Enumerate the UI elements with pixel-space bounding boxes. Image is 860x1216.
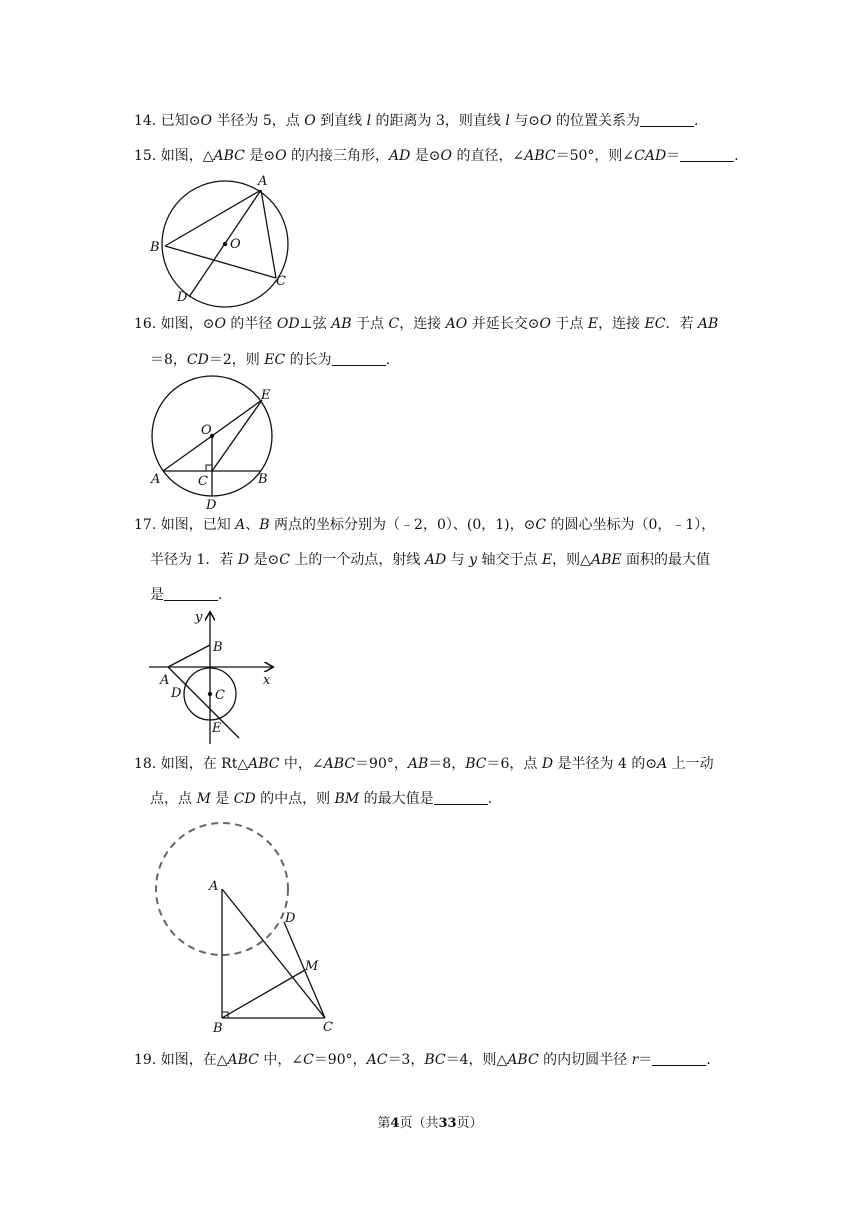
- text: 的圆心坐标为（0，﹣1），: [546, 517, 716, 533]
- var: O: [275, 148, 287, 164]
- question-17-line-3: [150, 585, 222, 605]
- text: ＝8，: [428, 756, 466, 772]
- label-d: D: [171, 686, 182, 701]
- var: y: [469, 552, 478, 568]
- text: 是⊙: [410, 148, 441, 164]
- var: D: [541, 756, 554, 772]
- label-x: x: [263, 673, 271, 688]
- var: O: [200, 113, 212, 129]
- question-number: 18.: [134, 756, 157, 772]
- var: BM: [334, 791, 360, 807]
- label-b: B: [213, 640, 223, 655]
- text: 与⊙: [509, 113, 541, 129]
- var: C: [388, 316, 400, 332]
- var: CD: [186, 352, 209, 368]
- var: AO: [445, 316, 468, 332]
- label-a: A: [160, 673, 170, 688]
- question-16-line-2: [150, 350, 390, 370]
- var: M: [196, 791, 211, 807]
- text: ⊥弦: [299, 316, 332, 332]
- text: 到直线: [315, 113, 367, 129]
- var: O: [540, 113, 552, 129]
- footer-text: 页（共: [399, 1116, 439, 1131]
- question-18-line-1: [134, 754, 714, 774]
- var: AD: [389, 148, 411, 164]
- var: ABC: [248, 756, 280, 772]
- var: AB: [407, 756, 429, 772]
- label-e: E: [212, 721, 222, 736]
- text: 的位置关系为: [551, 113, 640, 129]
- question-17-line-2: [150, 550, 710, 570]
- footer-text: 第: [377, 1116, 391, 1131]
- label-o: O: [201, 423, 212, 438]
- text: 是半径为 4 的⊙: [553, 756, 658, 772]
- label-m: M: [305, 959, 319, 974]
- label-c: C: [198, 474, 208, 489]
- question-number: 17.: [134, 517, 157, 533]
- label-c: C: [323, 1020, 333, 1035]
- label-a: A: [209, 879, 219, 894]
- text: 与: [446, 552, 470, 568]
- answer-blank[interactable]: [164, 586, 218, 601]
- var: A: [657, 756, 668, 772]
- center-dot: [223, 242, 227, 246]
- text: 半径为 1．若: [150, 552, 238, 568]
- question-14: [134, 111, 698, 131]
- answer-blank[interactable]: [434, 790, 488, 805]
- text: .: [218, 587, 223, 603]
- var: ABC: [213, 148, 245, 164]
- var: ABC: [524, 148, 556, 164]
- var: E: [541, 552, 553, 568]
- text: ＝8，: [150, 352, 187, 368]
- text: 、: [245, 517, 260, 533]
- text: 是: [210, 791, 234, 807]
- question-number: 19.: [134, 1052, 157, 1068]
- var: BC: [465, 756, 487, 772]
- text: 如图，已知: [160, 517, 236, 533]
- text: 的内接三角形，: [286, 148, 389, 164]
- question-17-line-1: [134, 515, 715, 535]
- text: 是⊙: [244, 148, 276, 164]
- ray-ad: [168, 667, 239, 738]
- text: 于点: [351, 316, 389, 332]
- text: .: [385, 352, 391, 368]
- label-d: D: [206, 498, 217, 513]
- var: C: [535, 517, 547, 533]
- page-number: 4: [390, 1116, 400, 1131]
- var: ABC: [227, 1052, 259, 1068]
- label-d: D: [177, 290, 188, 305]
- var: ABE: [590, 552, 622, 568]
- var: AB: [697, 316, 719, 332]
- text: ＝3，: [387, 1052, 425, 1068]
- text: 中，∠: [279, 756, 324, 772]
- text: 的直径，∠: [452, 148, 525, 164]
- figure-17: [145, 608, 280, 748]
- label-b: B: [258, 472, 268, 487]
- footer-text: 页）: [456, 1116, 483, 1131]
- var: O: [214, 316, 226, 332]
- text: 两点的坐标分别为（﹣2，0）、(0，1)，⊙: [269, 517, 536, 533]
- page-footer: [0, 1112, 860, 1131]
- var: BC: [424, 1052, 446, 1068]
- label-e: E: [261, 388, 271, 403]
- text: 中，∠: [258, 1052, 304, 1068]
- text: ＝4，则△: [445, 1052, 508, 1068]
- var: EC: [264, 352, 286, 368]
- var: EC: [644, 316, 666, 332]
- var: ABC: [323, 756, 356, 772]
- label-y: y: [195, 610, 203, 625]
- text: 于点: [550, 316, 588, 332]
- var: O: [304, 113, 316, 129]
- text: .: [734, 148, 739, 164]
- question-16-line-1: [134, 314, 718, 334]
- var: r: [631, 1052, 639, 1068]
- answer-blank[interactable]: [640, 112, 694, 127]
- var: O: [539, 316, 551, 332]
- text: 半径为 5，点: [211, 113, 305, 129]
- question-number: 16.: [134, 316, 157, 332]
- label-b: B: [150, 240, 160, 255]
- var: C: [279, 552, 290, 568]
- label-c: C: [276, 274, 286, 289]
- text: ＝6，点: [486, 756, 542, 772]
- label-a: A: [151, 472, 161, 487]
- figure-15: [140, 168, 310, 308]
- page-total: 33: [438, 1116, 457, 1131]
- text: ＝: [666, 148, 681, 164]
- figure-16: [140, 382, 290, 512]
- figure-18: [145, 815, 345, 1035]
- question-number: 15.: [134, 148, 157, 164]
- text: 的距离为 3，则直线: [371, 113, 506, 129]
- text: 如图，⊙: [160, 316, 215, 332]
- text: ，则△: [552, 552, 591, 568]
- line-ec: [212, 400, 262, 471]
- var: l: [366, 113, 372, 129]
- text: 是: [150, 587, 164, 603]
- text: 轴交于点: [477, 552, 542, 568]
- text: 如图，在 Rt△: [160, 756, 249, 772]
- label-o: O: [230, 237, 241, 252]
- text: 的最大值是: [359, 791, 434, 807]
- text: 如图，在△: [160, 1052, 228, 1068]
- text: ＝2，则: [208, 352, 265, 368]
- text: ，连接: [598, 316, 645, 332]
- var: B: [259, 517, 270, 533]
- var: O: [440, 148, 453, 164]
- segment-ab: [168, 645, 210, 667]
- var: ABC: [507, 1052, 539, 1068]
- var: AC: [366, 1052, 388, 1068]
- side-ab: [165, 190, 261, 246]
- text: .: [693, 113, 699, 129]
- label-c: C: [215, 688, 225, 703]
- text: ＝90°，: [355, 756, 408, 772]
- center-dot: [208, 692, 212, 696]
- text: 点，点: [150, 791, 197, 807]
- var: l: [505, 113, 510, 129]
- var: AB: [331, 316, 352, 332]
- var: D: [237, 552, 250, 568]
- text: 是⊙: [249, 552, 280, 568]
- text: 的中点，则: [255, 791, 335, 807]
- right-angle-mark: [206, 465, 212, 471]
- text: ＝: [638, 1052, 653, 1068]
- text: 的内切圆半径: [538, 1052, 632, 1068]
- var: CAD: [634, 148, 667, 164]
- answer-blank[interactable]: [680, 147, 734, 162]
- text: 上一动: [667, 756, 714, 772]
- question-15: [134, 146, 739, 166]
- segment-bm: [222, 970, 305, 1018]
- text: 如图，△: [160, 148, 214, 164]
- answer-blank[interactable]: [652, 1051, 706, 1066]
- text: .: [487, 791, 493, 807]
- var: E: [587, 316, 599, 332]
- var: CD: [233, 791, 256, 807]
- text: 面积的最大值: [621, 552, 711, 568]
- var: C: [303, 1052, 314, 1068]
- var: A: [235, 517, 246, 533]
- text: ．若: [665, 316, 698, 332]
- text: ，连接: [399, 316, 446, 332]
- label-b: B: [213, 1021, 223, 1036]
- text: 并延长交⊙: [467, 316, 540, 332]
- question-19: [134, 1050, 711, 1070]
- question-number: 14.: [134, 113, 157, 129]
- text: 的半径: [225, 316, 277, 332]
- question-18-line-2: [150, 789, 492, 809]
- answer-blank[interactable]: [332, 351, 386, 366]
- label-a: A: [258, 174, 268, 189]
- text: ＝90°，: [313, 1052, 367, 1068]
- var: OD: [276, 316, 300, 332]
- label-d: D: [285, 911, 296, 926]
- text: ＝50°，则∠: [555, 148, 635, 164]
- text: .: [706, 1052, 711, 1068]
- text: 的长为: [285, 352, 332, 368]
- text: 已知⊙: [160, 113, 201, 129]
- var: AD: [424, 552, 447, 568]
- text: 上的一个动点，射线: [289, 552, 425, 568]
